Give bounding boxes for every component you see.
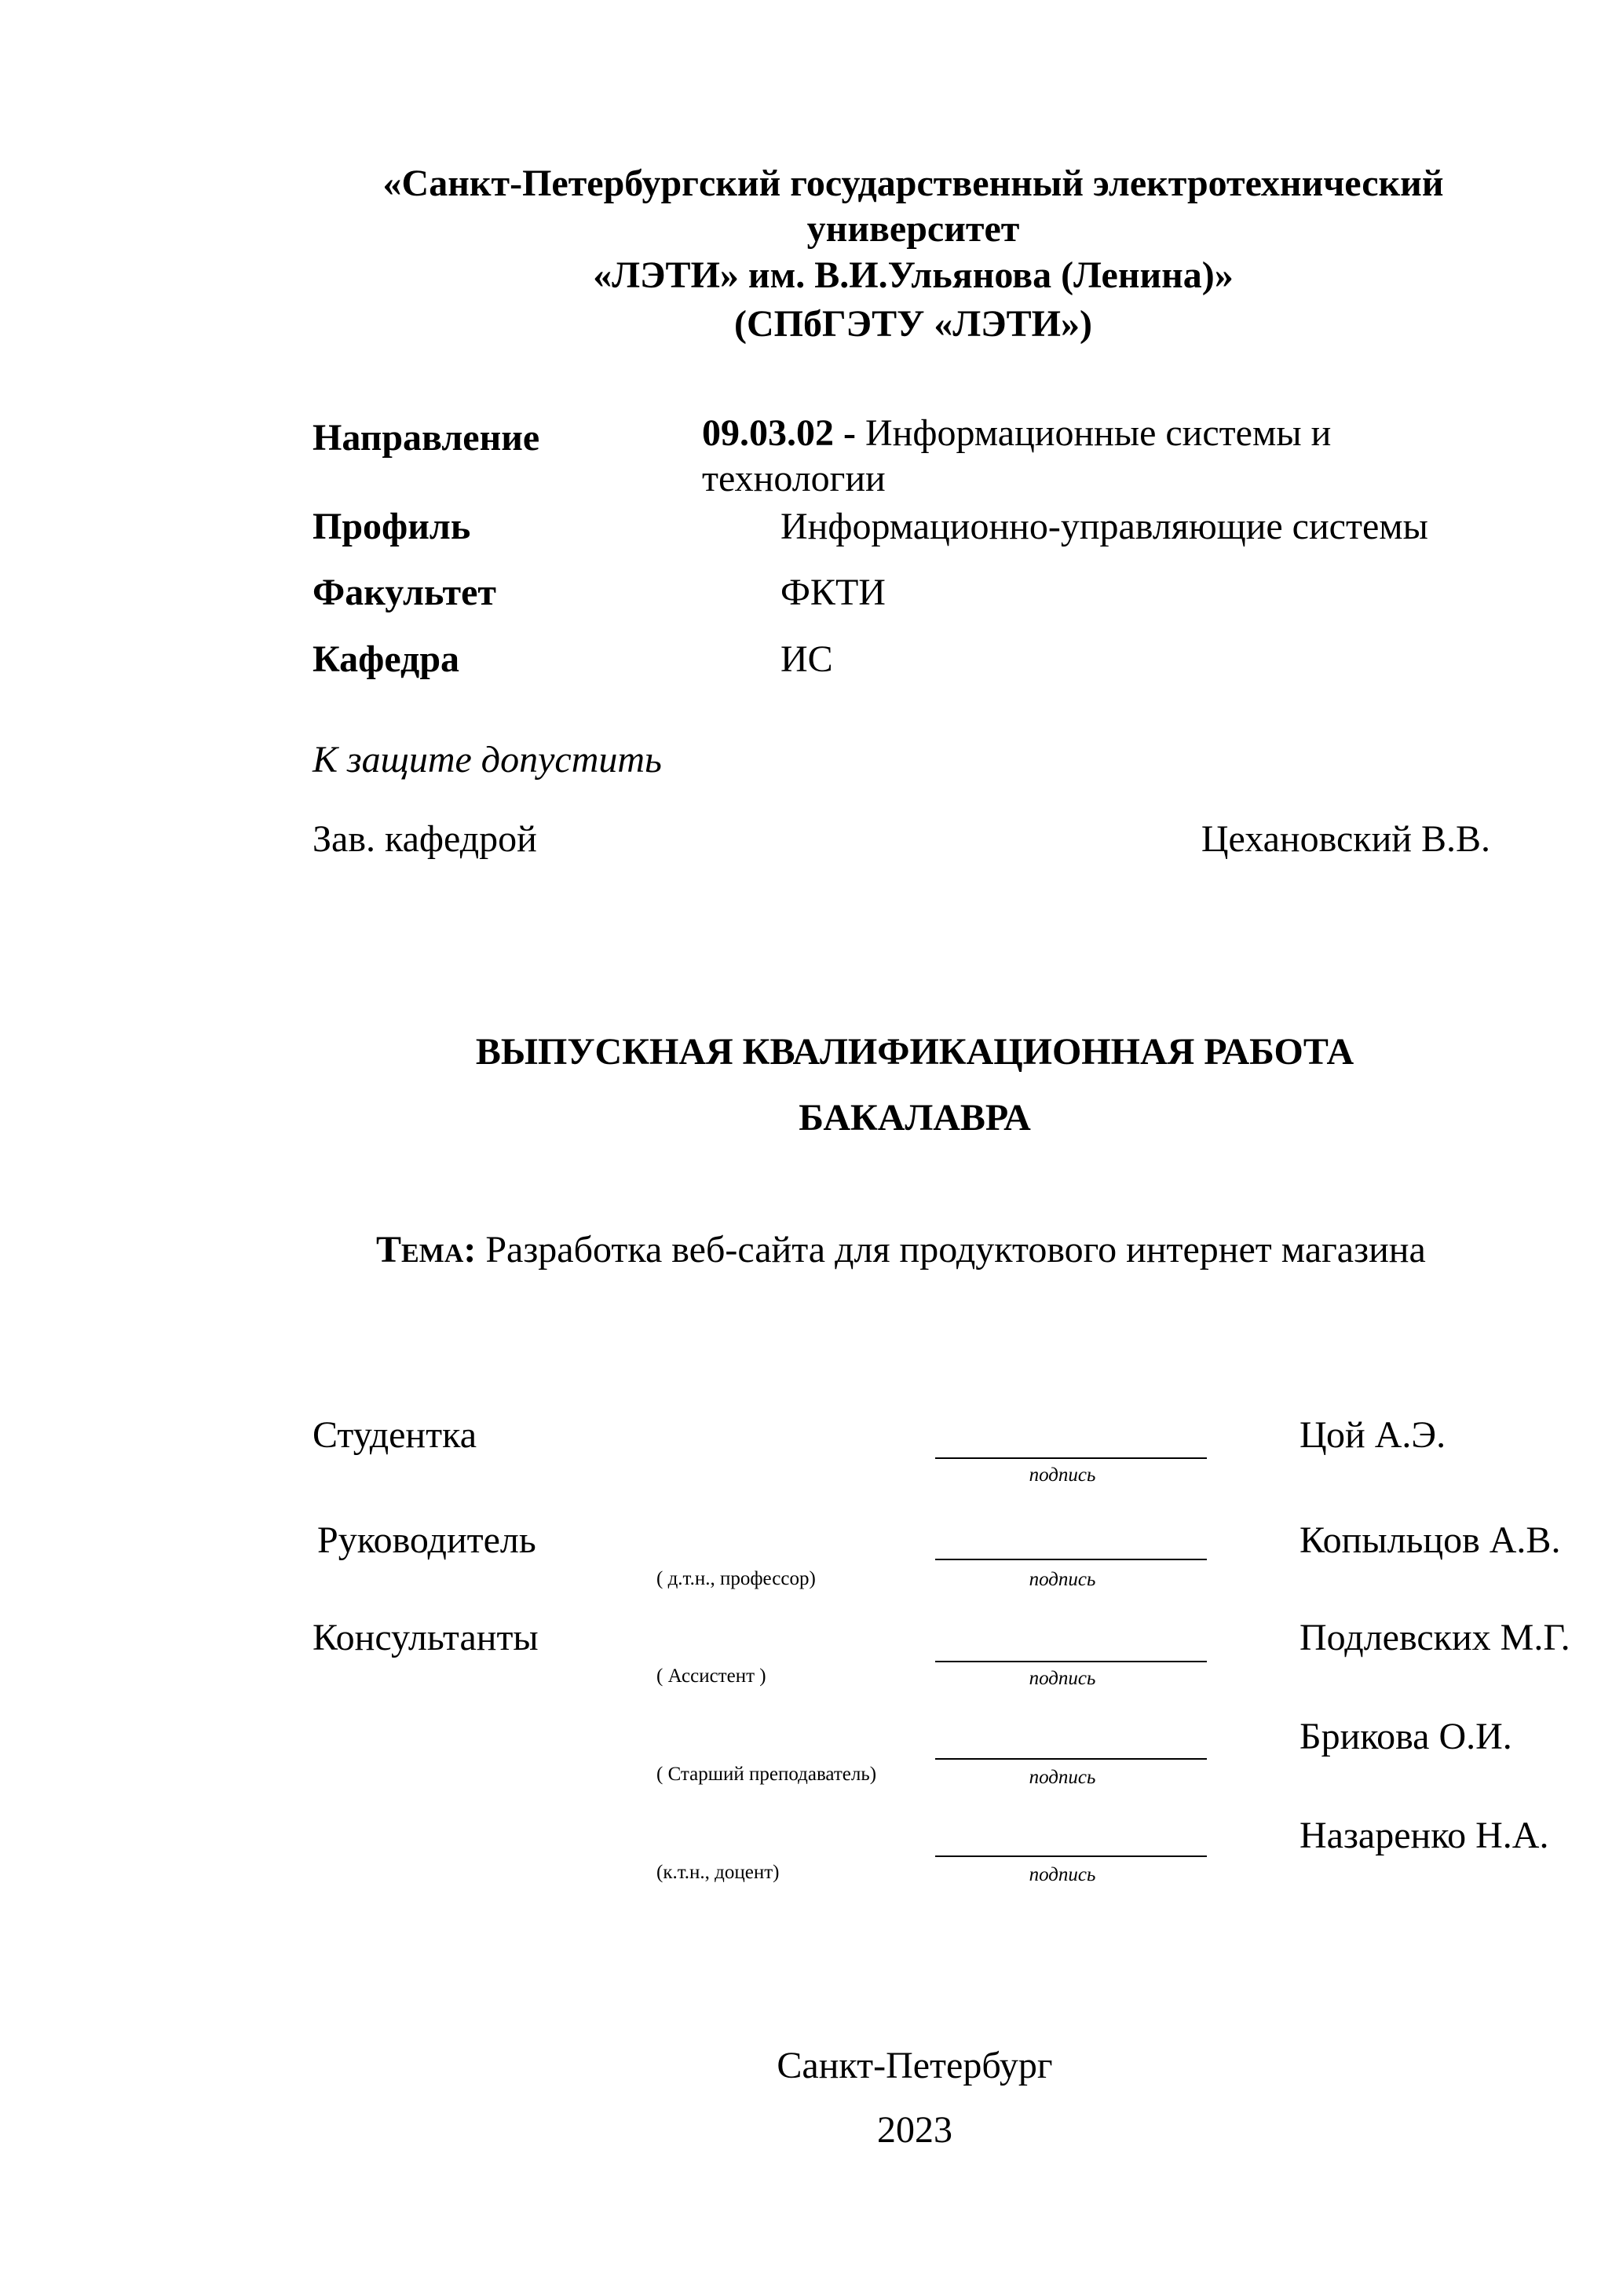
year: 2023 <box>877 2109 952 2151</box>
work-title: ВЫПУСКНАЯ КВАЛИФИКАЦИОННАЯ РАБОТА <box>475 1031 1354 1073</box>
student-name: Цой А.Э. <box>1299 1414 1446 1456</box>
signature-caption: подпись <box>1029 1668 1096 1689</box>
direction-code: 09.03.02 - <box>702 412 856 454</box>
university-name-line2: университет <box>806 208 1020 250</box>
university-name-line1: «Санкт-Петербургский государственный электротехнический <box>382 163 1444 204</box>
signature-caption: подпись <box>1029 1864 1096 1885</box>
direction-value <box>702 412 1332 454</box>
supervisor-label: Руководитель <box>317 1519 536 1561</box>
consultant2-degree: ( Старший преподаватель) <box>656 1764 877 1785</box>
student-label: Студентка <box>313 1414 477 1456</box>
topic-value: Разработка веб-сайта для продуктового интернет магазина <box>485 1229 1426 1270</box>
direction-label: Направление <box>313 417 540 459</box>
consultant2-signature-line <box>935 1758 1207 1760</box>
signature-caption: подпись <box>1029 1767 1096 1788</box>
direction-name: Информационные системы и <box>865 412 1332 454</box>
topic <box>376 1231 1426 1269</box>
head-of-department-name: Цехановский В.В. <box>1201 818 1490 860</box>
consultant3-name: Назаренко Н.А. <box>1299 1815 1549 1856</box>
consultant3-degree: (к.т.н., доцент) <box>656 1862 780 1883</box>
city: Санкт-Петербург <box>777 2045 1053 2086</box>
head-of-department-label: Зав. кафедрой <box>313 818 537 860</box>
consultant3-signature-line <box>935 1855 1207 1857</box>
faculty-label: Факультет <box>313 572 496 613</box>
topic-label: Тема: <box>376 1229 477 1270</box>
university-abbreviation: (СПбГЭТУ «ЛЭТИ») <box>734 303 1092 345</box>
consultant1-name: Подлевских М.Г. <box>1299 1617 1570 1658</box>
profile-label: Профиль <box>313 506 471 547</box>
signature-caption: подпись <box>1029 1569 1096 1590</box>
profile-value: Информационно-управляющие системы <box>780 506 1428 547</box>
supervisor-name: Копыльцов А.В. <box>1299 1519 1561 1561</box>
work-degree: БАКАЛАВРА <box>799 1097 1031 1139</box>
direction-value-continued: технологии <box>702 458 886 499</box>
supervisor-signature-line <box>935 1559 1207 1560</box>
consultants-label: Консультанты <box>313 1617 539 1658</box>
department-value: ИС <box>780 638 833 680</box>
supervisor-degree: ( д.т.н., профессор) <box>656 1568 816 1589</box>
signature-caption: подпись <box>1029 1464 1096 1486</box>
department-label: Кафедра <box>313 638 460 680</box>
consultant2-name: Брикова О.И. <box>1299 1716 1512 1757</box>
consultant1-signature-line <box>935 1661 1207 1662</box>
admission-text: К защите допустить <box>313 739 662 781</box>
faculty-value: ФКТИ <box>780 572 886 613</box>
university-name-line3: «ЛЭТИ» им. В.И.Ульянова (Ленина)» <box>593 254 1234 296</box>
student-signature-line <box>935 1457 1207 1459</box>
consultant1-degree: ( Ассистент ) <box>656 1665 766 1687</box>
